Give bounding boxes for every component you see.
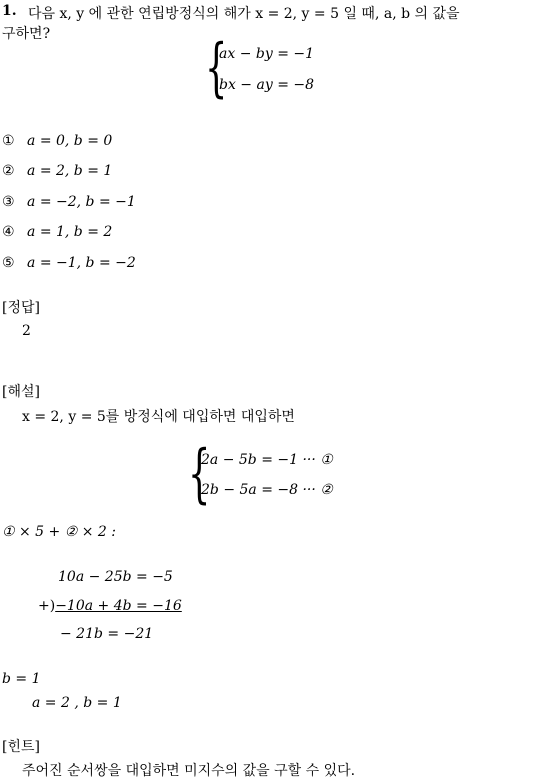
choice-text: a = −2, b = −1 (27, 194, 136, 210)
choice-mark: ① (2, 133, 15, 149)
result-line-2: a = 2 , b = 1 (32, 695, 122, 711)
answer-label: [정답] (2, 300, 40, 316)
system-eq-2: bx − ay = −8 (219, 77, 315, 93)
explanation-label: [해설] (2, 384, 40, 400)
choice-4[interactable] (2, 224, 112, 240)
explanation-eq-1: 2a − 5b = −1 ··· ① (201, 452, 333, 468)
choice-mark: ④ (2, 224, 15, 240)
choice-2[interactable] (2, 163, 112, 179)
choice-mark: ② (2, 163, 15, 179)
choice-1[interactable] (2, 133, 112, 149)
choice-text: a = 0, b = 0 (27, 133, 113, 149)
choice-text: a = 2, b = 1 (27, 163, 113, 179)
answer-value: 2 (22, 323, 31, 339)
result-line-1: b = 1 (2, 671, 41, 687)
calc-line-2-expr: −10a + 4b = −16 (55, 598, 182, 614)
calc-line-3: − 21b = −21 (60, 626, 154, 642)
explanation-step: ① × 5 + ② × 2 : (2, 524, 116, 540)
calc-line-2 (38, 598, 182, 614)
problem-number: 1. (2, 3, 17, 19)
problem-text-line1: 다음 x, y 에 관한 연립방정식의 해가 x = 2, y = 5 일 때, a, b 의 값을 (28, 6, 460, 22)
explanation-eq-2: 2b − 5a = −8 ··· ② (201, 482, 333, 498)
choice-3[interactable] (2, 194, 136, 210)
brace-left: { (188, 437, 211, 511)
hint-label: [힌트] (2, 739, 40, 755)
system-eq-1: ax − by = −1 (219, 46, 315, 62)
calc-plus-sign: +) (38, 598, 56, 614)
choice-text: a = 1, b = 2 (27, 224, 113, 240)
choice-text: a = −1, b = −2 (27, 255, 136, 271)
explanation-intro: x = 2, y = 5를 방정식에 대입하면 대입하면 (22, 409, 295, 425)
choice-mark: ⑤ (2, 255, 15, 271)
brace-left: { (205, 31, 228, 105)
choice-5[interactable] (2, 255, 136, 271)
problem-text-line2: 구하면? (2, 26, 51, 42)
choice-mark: ③ (2, 194, 15, 210)
calc-line-1: 10a − 25b = −5 (58, 569, 173, 585)
hint-text: 주어진 순서쌍을 대입하면 미지수의 값을 구할 수 있다. (22, 763, 356, 779)
